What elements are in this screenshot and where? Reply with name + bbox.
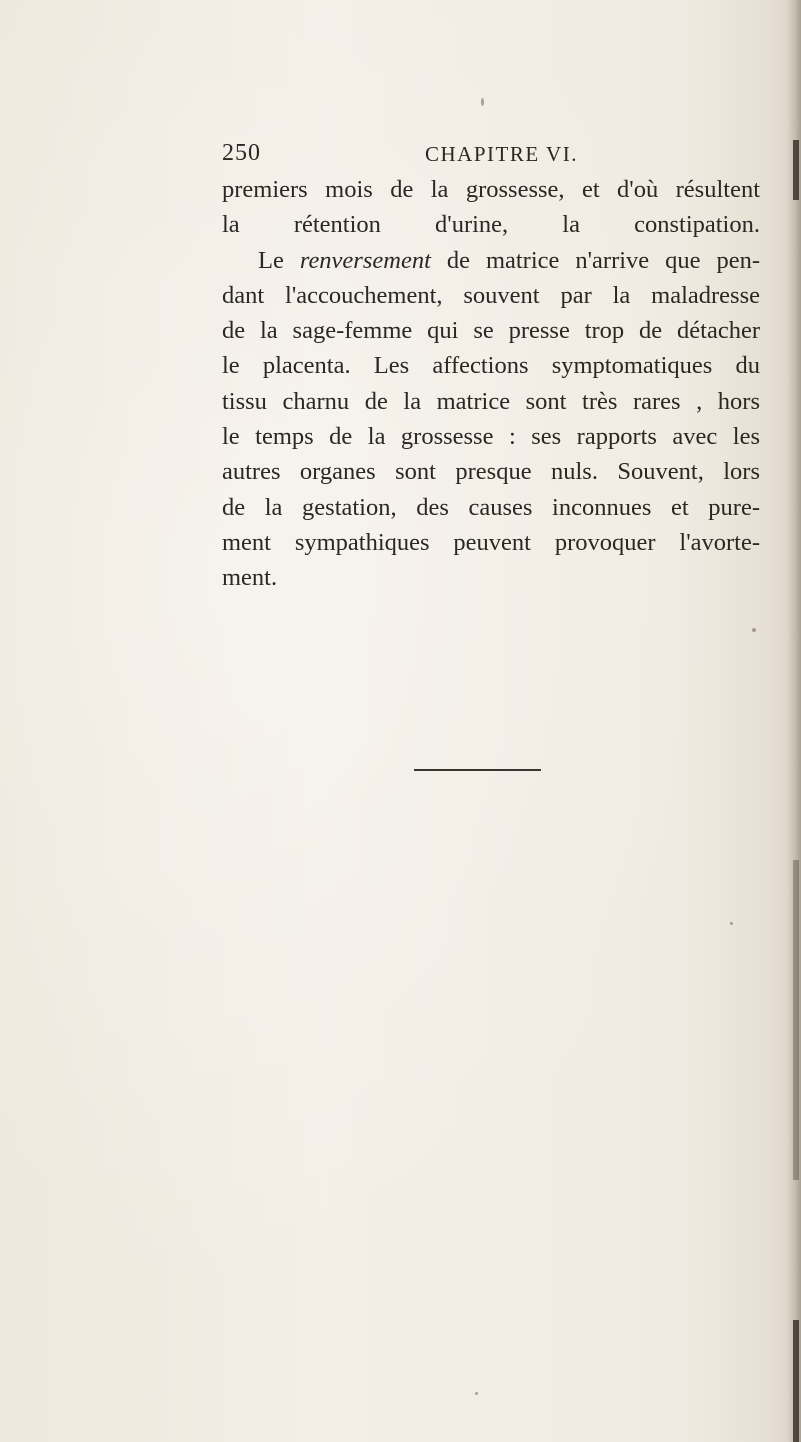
text-line: le temps de la grossesse : ses rapports avec les bbox=[222, 423, 760, 451]
text-line: autres organes sont presque nuls. Souvent, lors bbox=[222, 458, 760, 486]
paper-speck bbox=[475, 1392, 478, 1395]
running-head: CHAPITRE VI. bbox=[425, 142, 578, 166]
text-line: de la sage-femme qui se presse trop de détacher bbox=[222, 317, 760, 345]
text-line bbox=[222, 243, 760, 278]
page-edge-shadow bbox=[787, 0, 801, 1442]
text-line: ment sympathiques peuvent provoquer l'avorte- bbox=[222, 528, 760, 556]
paper-speck bbox=[730, 922, 733, 925]
emphasized-term: renversement bbox=[299, 246, 431, 274]
section-end-rule bbox=[414, 769, 541, 771]
page-number: 250 bbox=[222, 140, 261, 166]
page-header bbox=[222, 140, 760, 174]
paper-speck bbox=[481, 98, 484, 106]
text-line: de la gestation, des causes inconnues et pure- bbox=[222, 493, 760, 521]
text-line: premiers mois de la grossesse, et d'où résultent bbox=[222, 176, 760, 203]
body-text bbox=[222, 172, 760, 596]
text-line: tissu charnu de la matrice sont très rares , hors bbox=[222, 387, 760, 415]
text-line: dant l'accouchement, souvent par la maladresse bbox=[222, 281, 760, 309]
paper-speck bbox=[752, 628, 756, 632]
binding-mark bbox=[793, 140, 799, 200]
text-line: ment. bbox=[222, 564, 278, 592]
text-line: la rétention d'urine, la constipation. bbox=[222, 211, 760, 239]
text-fragment: de matrice n'arrive que pen- bbox=[430, 246, 760, 274]
text-fragment: Le bbox=[258, 246, 300, 274]
binding-mark bbox=[793, 1320, 799, 1442]
binding-mark bbox=[793, 860, 799, 1180]
text-line: le placenta. Les affections symptomatiques du bbox=[222, 352, 760, 380]
